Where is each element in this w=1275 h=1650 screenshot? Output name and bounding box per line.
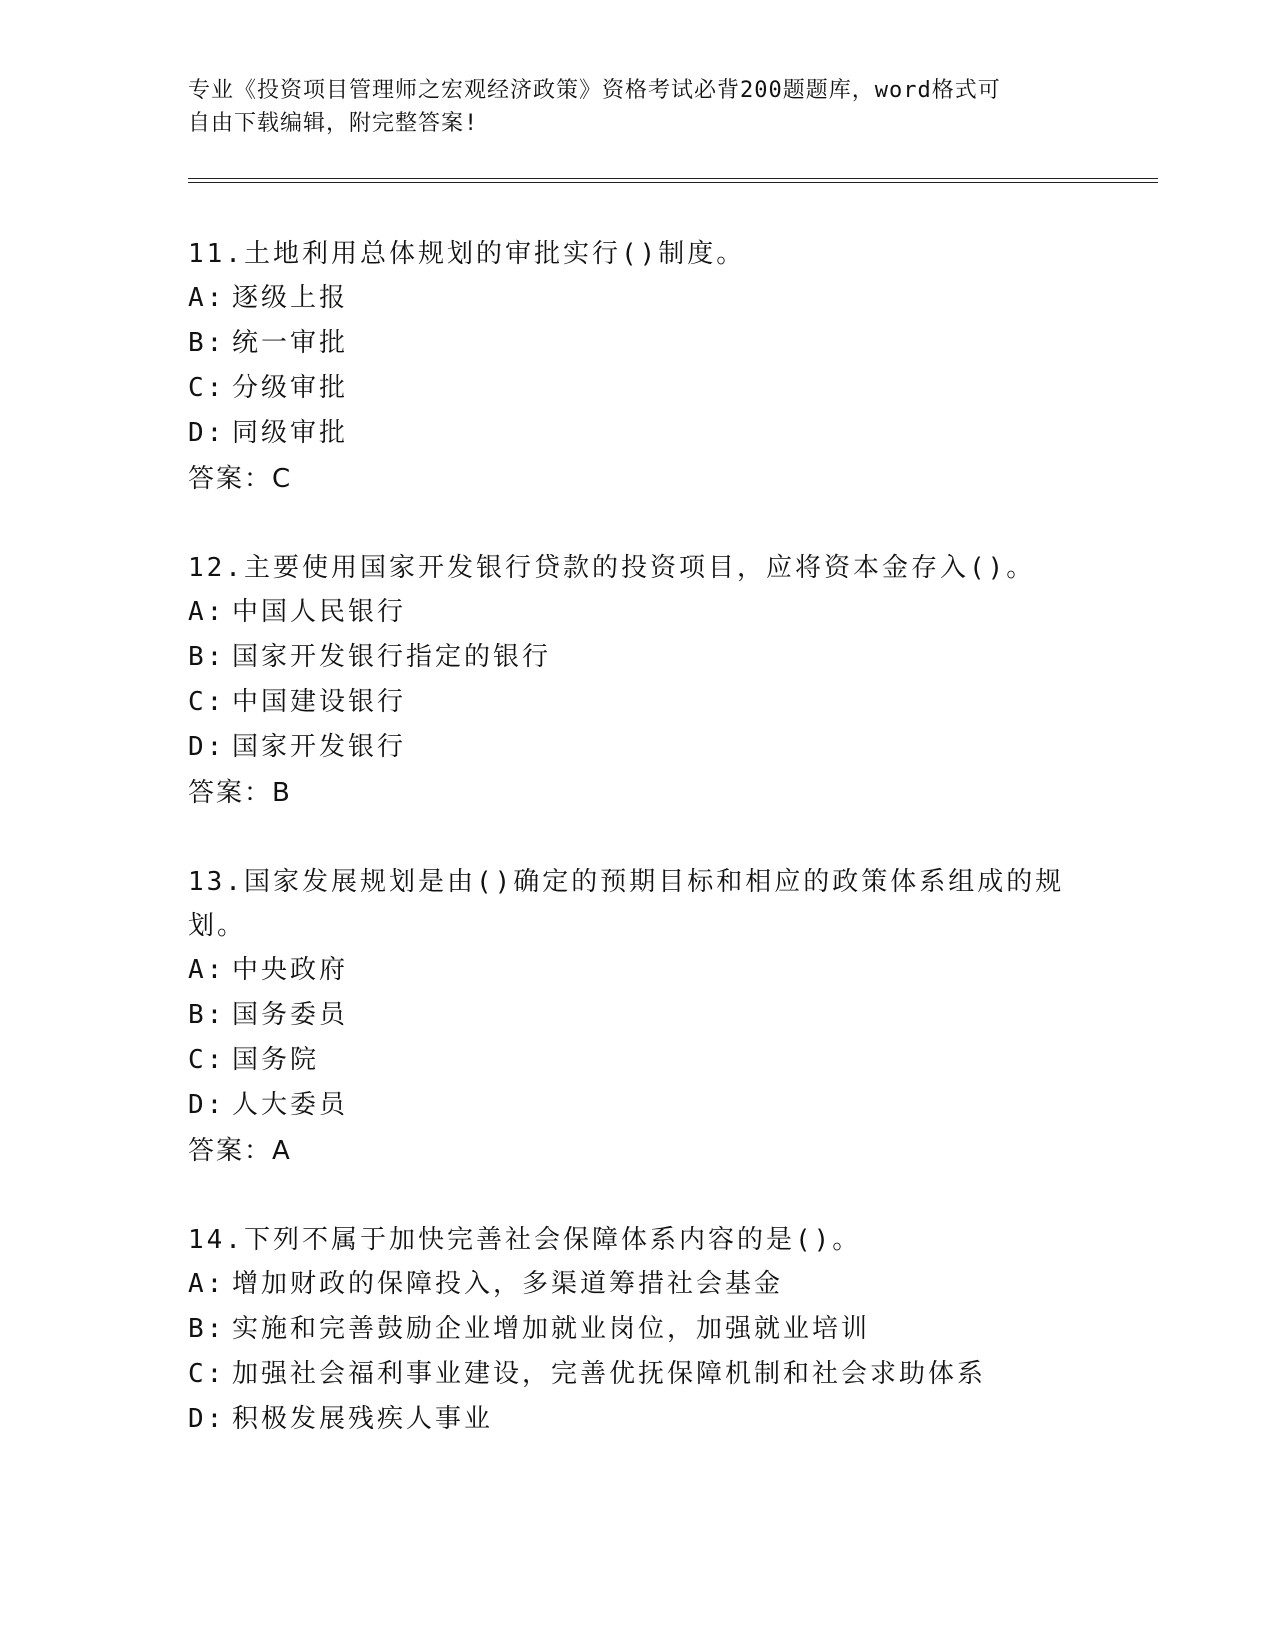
option-text: 人大委员 [232, 1090, 349, 1120]
option-c [188, 680, 1148, 725]
option-letter: C: [188, 1359, 226, 1389]
option-text: 中国建设银行 [232, 687, 407, 717]
option-letter: D: [188, 1404, 226, 1434]
option-text: 中央政府 [232, 955, 349, 985]
option-text: 国家开发银行指定的银行 [232, 642, 552, 672]
answer-line: 答案：C [188, 464, 293, 494]
header-divider [188, 178, 1158, 183]
option-letter: B: [188, 642, 226, 672]
option-letter: A: [188, 283, 226, 313]
option-letter: D: [188, 732, 226, 762]
option-c [188, 366, 1148, 411]
option-d [188, 1083, 1148, 1128]
option-letter: A: [188, 955, 226, 985]
question-13 [188, 860, 1148, 1174]
option-a [188, 590, 1148, 635]
option-text: 实施和完善鼓励企业增加就业岗位，加强就业培训 [232, 1314, 871, 1344]
option-letter: A: [188, 1269, 226, 1299]
option-c [188, 1352, 1148, 1397]
option-b [188, 993, 1148, 1038]
option-text: 同级审批 [232, 418, 349, 448]
option-text: 统一审批 [232, 328, 349, 358]
option-letter: C: [188, 1045, 226, 1075]
option-letter: A: [188, 597, 226, 627]
question-14 [188, 1218, 1148, 1442]
option-d [188, 725, 1148, 770]
option-text: 逐级上报 [232, 283, 349, 313]
option-text: 积极发展残疾人事业 [232, 1404, 494, 1434]
answer-line: 答案：B [188, 778, 292, 808]
header-line-2: 自由下载编辑，附完整答案! [188, 111, 479, 136]
document-header [188, 74, 1068, 140]
option-letter: B: [188, 328, 226, 358]
question-list [188, 232, 1148, 1486]
header-line-1: 专业《投资项目管理师之宏观经济政策》资格考试必背200题题库，word格式可 [188, 78, 1001, 103]
option-c [188, 1038, 1148, 1083]
option-letter: C: [188, 373, 226, 403]
option-d [188, 1397, 1148, 1442]
option-letter: B: [188, 1000, 226, 1030]
question-stem: 13.国家发展规划是由()确定的预期目标和相应的政策体系组成的规划。 [188, 867, 1065, 941]
option-b [188, 321, 1148, 366]
option-a [188, 1262, 1148, 1307]
question-stem: 14.下列不属于加快完善社会保障体系内容的是()。 [188, 1225, 862, 1255]
option-text: 国务院 [232, 1045, 320, 1075]
option-letter: D: [188, 418, 226, 448]
option-text: 增加财政的保障投入，多渠道筹措社会基金 [232, 1269, 784, 1299]
question-stem: 12.主要使用国家开发银行贷款的投资项目，应将资本金存入()。 [188, 553, 1036, 583]
option-text: 国家开发银行 [232, 732, 407, 762]
option-a [188, 948, 1148, 993]
option-letter: C: [188, 687, 226, 717]
option-text: 中国人民银行 [232, 597, 407, 627]
option-text: 分级审批 [232, 373, 349, 403]
answer-line: 答案：A [188, 1136, 292, 1166]
question-stem: 11.土地利用总体规划的审批实行()制度。 [188, 239, 746, 269]
question-12 [188, 546, 1148, 816]
option-b [188, 1307, 1148, 1352]
option-letter: B: [188, 1314, 226, 1344]
option-letter: D: [188, 1090, 226, 1120]
option-text: 加强社会福利事业建设，完善优抚保障机制和社会求助体系 [232, 1359, 987, 1389]
option-a [188, 276, 1148, 321]
option-text: 国务委员 [232, 1000, 349, 1030]
question-11 [188, 232, 1148, 502]
option-d [188, 411, 1148, 456]
option-b [188, 635, 1148, 680]
